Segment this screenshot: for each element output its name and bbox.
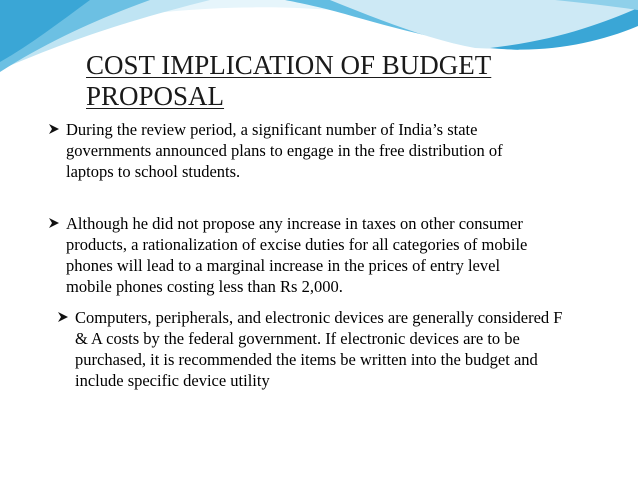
slide-title: COST IMPLICATION OF BUDGET PROPOSAL [86, 50, 492, 111]
bullet-text: During the review period, a significant number of India’s state governments announced plans to engage in the free distribution of laptops to school students. [66, 120, 503, 181]
arrow-bullet-icon [48, 217, 60, 229]
bullet-text: Although he did not propose any increase in taxes on other consumer products, a rationalization of excise duties for all categories of mobile phones will lead to a marginal increase in the prices of entry level mobile phones costing less than Rs 2,000. [66, 214, 528, 296]
bullet-text: Computers, peripherals, and electronic devices are generally considered F & A costs by the federal government. If electronic devices are to be purchased, it is recommended the items be written into the budget and include specific device utility [75, 308, 563, 390]
bullet-item [48, 119, 548, 182]
arrow-bullet-icon [48, 123, 60, 135]
bullet-item [57, 307, 567, 391]
bullet-item [48, 213, 548, 297]
arrow-bullet-icon [57, 311, 69, 323]
